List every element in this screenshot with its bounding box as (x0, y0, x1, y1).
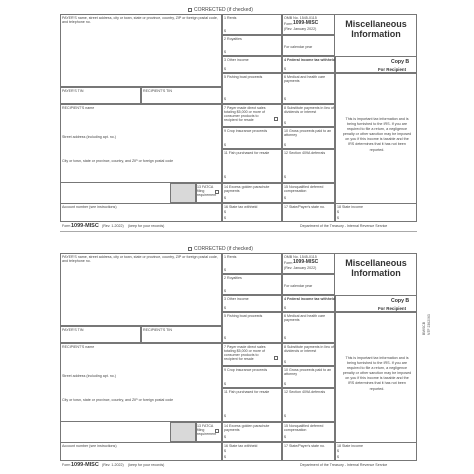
side-code-2: NTF 2362063 (427, 314, 431, 335)
footer-keep: (keep for your records) (128, 224, 165, 228)
dollar-sign: $ (284, 143, 286, 147)
form-title-line1: Miscellaneous (345, 19, 407, 29)
box-13-label: 13 FATCA filing requirement (197, 185, 217, 197)
form-label: Form (284, 22, 293, 26)
dollar-sign: $ (224, 268, 226, 272)
dollar-sign: $ (284, 336, 286, 340)
footer-form-name: 1099-MISC (71, 462, 99, 468)
dollar-sign: $ (284, 196, 286, 200)
perforation-line (60, 231, 417, 232)
footer-form-label: Form (62, 224, 71, 228)
recipient-tin-label: RECIPIENT'S TIN (143, 89, 172, 93)
box-8-label: 8 Substitute payments in lieu of dividends or interest (284, 345, 334, 353)
omb-number: OMB No. 1545-0115 (284, 255, 317, 259)
dollar-sign: $ (337, 455, 339, 459)
dollar-sign: $ (284, 382, 286, 386)
form-revision: (Rev. January 2022) (284, 266, 317, 270)
dollar-sign: $ (224, 455, 226, 459)
dollar-sign: $ (284, 121, 286, 125)
dollar-sign: $ (224, 143, 226, 147)
gray-fill (170, 422, 196, 442)
payer-info-field[interactable] (60, 253, 222, 326)
calendar-year-label: For calendar year (284, 284, 313, 288)
box-7-label: 7 Payer made direct sales totaling $5,000 or more of consumer products to recipient for resale (224, 106, 266, 122)
copy-label: Copy B (391, 298, 410, 304)
dollar-sign: $ (224, 336, 226, 340)
form-title-line2: Information (351, 268, 401, 278)
corrected-label: CORRECTED (if checked) (194, 246, 253, 252)
dollar-sign: $ (337, 449, 339, 453)
dollar-sign: $ (224, 29, 226, 33)
dollar-sign: $ (284, 414, 286, 418)
form-name: 1099-MISC (293, 20, 319, 26)
box-13-checkbox[interactable] (215, 190, 219, 194)
dollar-sign: $ (224, 97, 226, 101)
dollar-sign: $ (284, 360, 286, 364)
box-18-label: 18 State income (337, 444, 363, 448)
dollar-sign: $ (224, 175, 226, 179)
payer-info-label: PAYER'S name, street address, city or town, state or province, country, ZIP or foreign postal code, and telephone no. (62, 255, 218, 263)
box-9-label: 9 Crop insurance proceeds (224, 368, 268, 372)
recipient-address-field[interactable] (60, 343, 222, 422)
footer-revision: (Rev. 1-2022) (102, 224, 124, 228)
box-14-label: 14 Excess golden parachute payments (224, 185, 270, 193)
box-5-label: 5 Fishing boat proceeds (224, 314, 263, 318)
payer-info-label: PAYER'S name, street address, city or town, state or province, country, ZIP or foreign postal code, and telephone no. (62, 16, 218, 24)
box-9-label: 9 Crop insurance proceeds (224, 129, 268, 133)
box-10-label: 10 Gross proceeds paid to an attorney (284, 368, 332, 376)
footer-department: Department of the Treasury - Internal Revenue Service (300, 463, 388, 467)
box-8-label: 8 Substitute payments in lieu of dividends or interest (284, 106, 334, 114)
box-11-label: 11 Fish purchased for resale (224, 390, 270, 394)
city-label: City or town, state or province, country, and ZIP or foreign postal code (62, 398, 174, 402)
box-16-label: 16 State tax withheld (224, 205, 258, 209)
box-15-label: 15 Nonqualified deferred compensation (284, 185, 324, 193)
dollar-sign: $ (224, 414, 226, 418)
box-6-label: 6 Medical and health care payments (284, 314, 326, 322)
street-address-label: Street address (including apt. no.) (62, 374, 116, 378)
payer-tin-label: PAYER'S TIN (62, 328, 84, 332)
corrected-label: CORRECTED (if checked) (194, 7, 253, 13)
copy-label: Copy B (391, 59, 410, 65)
dollar-sign: $ (337, 216, 339, 220)
box-4-label: 4 Federal income tax withheld (284, 297, 336, 301)
box-14-label: 14 Excess golden parachute payments (224, 424, 270, 432)
payer-info-field[interactable] (60, 14, 222, 87)
recipient-name-label: RECIPIENT'S name (62, 106, 95, 110)
dollar-sign: $ (224, 382, 226, 386)
box-10-label: 10 Gross proceeds paid to an attorney (284, 129, 332, 137)
dollar-sign: $ (224, 216, 226, 220)
footer-form-label: Form (62, 463, 71, 467)
irs-notice-text: This is important tax information and is being furnished to the IRS. If you are required to file a return, a negligence penalty or other sanction may be imposed on you if this income is taxable and the IRS determines that it has not been reported. (342, 356, 412, 391)
dollar-sign: $ (284, 175, 286, 179)
street-address-label: Street address (including apt. no.) (62, 135, 116, 139)
box-7-checkbox[interactable] (274, 117, 278, 121)
dollar-sign: $ (224, 289, 226, 293)
omb-number: OMB No. 1545-0115 (284, 16, 317, 20)
box-15-label: 15 Nonqualified deferred compensation (284, 424, 324, 432)
dollar-sign: $ (224, 50, 226, 54)
dollar-sign: $ (224, 210, 226, 214)
dollar-sign: $ (284, 97, 286, 101)
box-18-label: 18 State income (337, 205, 363, 209)
gray-fill (170, 183, 196, 203)
city-label: City or town, state or province, country, and ZIP or foreign postal code (62, 159, 174, 163)
box-12-label: 12 Section 409A deferrals (284, 151, 326, 155)
recipient-name-label: RECIPIENT'S name (62, 345, 95, 349)
box-7-label: 7 Payer made direct sales totaling $5,000 or more of consumer products to recipient for resale (224, 345, 266, 361)
form-1099-misc-copy-b (60, 7, 417, 229)
dollar-sign: $ (284, 67, 286, 71)
payer-tin-label: PAYER'S TIN (62, 89, 84, 93)
box-7-checkbox[interactable] (274, 356, 278, 360)
box-3-label: 3 Other income (224, 297, 249, 301)
account-number-label: Account number (see instructions) (62, 444, 117, 448)
box-5-label: 5 Fishing boat proceeds (224, 75, 263, 79)
form-title-line1: Miscellaneous (345, 258, 407, 268)
box-2-label: 2 Royalties (224, 276, 242, 280)
box-4-label: 4 Federal income tax withheld (284, 58, 336, 62)
box-13-checkbox[interactable] (215, 429, 219, 433)
box-16-label: 16 State tax withheld (224, 444, 258, 448)
dollar-sign: $ (284, 435, 286, 439)
side-code: BMISCB (422, 322, 426, 335)
form-name: 1099-MISC (293, 259, 319, 265)
box-2-label: 2 Royalties (224, 37, 242, 41)
box-3-label: 3 Other income (224, 58, 249, 62)
box-1-label: 1 Rents (224, 255, 237, 259)
footer-revision: (Rev. 1-2022) (102, 463, 124, 467)
box-13-label: 13 FATCA filing requirement (197, 424, 217, 436)
box-6-label: 6 Medical and health care payments (284, 75, 326, 83)
box-1-label: 1 Rents (224, 16, 237, 20)
recipient-tin-label: RECIPIENT'S TIN (143, 328, 172, 332)
dollar-sign: $ (224, 435, 226, 439)
corrected-checkbox[interactable] (188, 8, 192, 12)
form-title-line2: Information (351, 29, 401, 39)
dollar-sign: $ (224, 196, 226, 200)
form-revision: (Rev. January 2022) (284, 27, 317, 31)
for-recipient-label: For Recipient (378, 306, 407, 311)
footer-form-name: 1099-MISC (71, 223, 99, 229)
recipient-address-field[interactable] (60, 104, 222, 183)
for-recipient-label: For Recipient (378, 67, 407, 72)
dollar-sign: $ (224, 67, 226, 71)
dollar-sign: $ (224, 449, 226, 453)
form-1099-misc-copy-b (60, 246, 417, 468)
footer-keep: (keep for your records) (128, 463, 165, 467)
box-17-label: 17 State/Payer's state no. (284, 444, 326, 448)
dollar-sign: $ (337, 210, 339, 214)
form-label: Form (284, 261, 293, 265)
box-17-label: 17 State/Payer's state no. (284, 205, 326, 209)
box-12-label: 12 Section 409A deferrals (284, 390, 326, 394)
irs-notice-text: This is important tax information and is being furnished to the IRS. If you are required to file a return, a negligence penalty or other sanction may be imposed on you if this income is taxable and the IRS determines that it has not been reported. (342, 117, 412, 152)
box-11-label: 11 Fish purchased for resale (224, 151, 270, 155)
account-number-label: Account number (see instructions) (62, 205, 117, 209)
dollar-sign: $ (284, 306, 286, 310)
footer-department: Department of the Treasury - Internal Revenue Service (300, 224, 388, 228)
dollar-sign: $ (224, 306, 226, 310)
corrected-checkbox[interactable] (188, 247, 192, 251)
calendar-year-label: For calendar year (284, 45, 313, 49)
